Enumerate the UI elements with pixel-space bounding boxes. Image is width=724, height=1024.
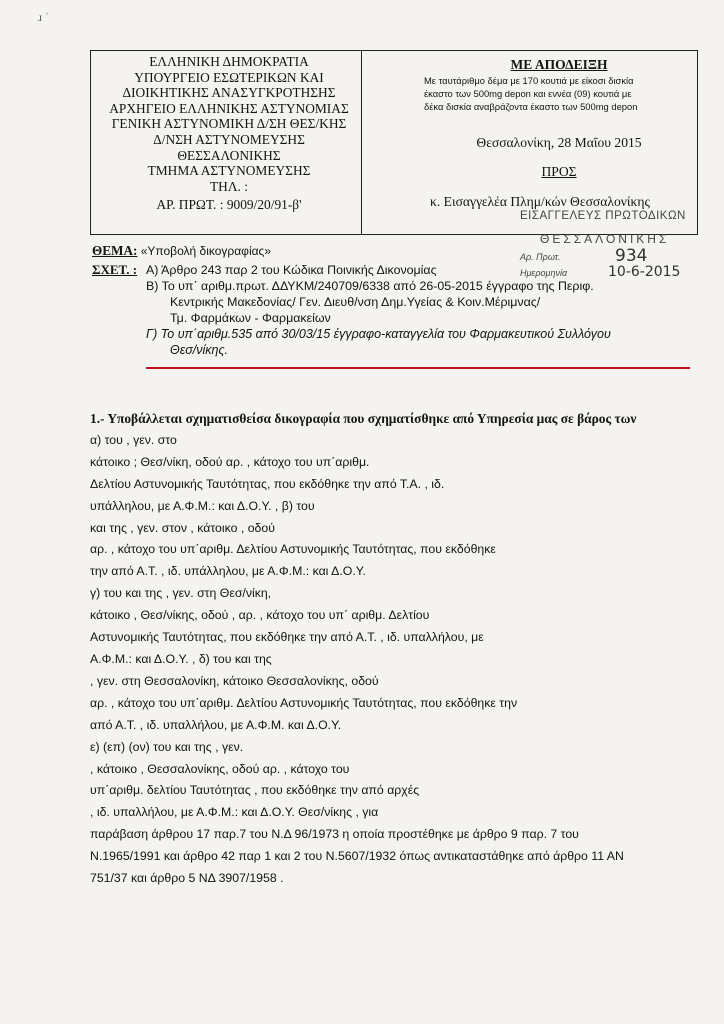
issuer-line: ΤΜΗΜΑ ΑΣΤΥΝΟΜΕΥΣΗΣ <box>147 163 311 179</box>
references-block <box>92 262 702 358</box>
body-line: από Α.Τ. , ιδ. υπαλλήλου, με Α.Φ.Μ. και Δ.Ο.Υ. <box>90 717 342 732</box>
stamp-date-value: 10-6-2015 <box>608 264 681 280</box>
issuer-line: ΤΗΛ. : <box>210 178 248 194</box>
city-date: Θεσσαλονίκη, 28 Μαΐου 2015 <box>476 135 642 150</box>
scan-mark: ɹ ˈ <box>38 10 49 24</box>
ack-description <box>424 74 694 113</box>
reference-g <box>92 326 702 358</box>
ack-title: ΜΕ ΑΠΟΔΕΙΞΗ <box>510 57 608 72</box>
stamp-prot-label: Αρ. Πρωτ. <box>520 252 561 262</box>
body-line: κάτοικο , Θεσ/νίκης, οδού , αρ. , κάτοχο του υπ΄ αριθμ. Δελτίου <box>90 608 430 623</box>
delivery-block <box>424 57 694 210</box>
reference-g-line: Γ) Το υπ΄αριθμ.535 από 30/03/15 έγγραφο-καταγγελία του Φαρμακευτικού Συλλόγου <box>146 327 611 341</box>
reference-a <box>92 262 702 278</box>
issuer-block <box>98 54 360 213</box>
ack-line: δέκα δισκία αναβράζοντα έκαστο των 500mg depon <box>424 101 638 112</box>
stamp-prot-value: 934 <box>615 246 648 266</box>
protocol-label: ΑΡ. ΠΡΩΤ. : <box>156 197 224 213</box>
main-body-text <box>90 408 665 890</box>
ack-line: έκαστο των 500mg depon και εννέα (09) κουτιά με <box>424 88 632 99</box>
body-line: α) του , γεν. στο <box>90 432 177 447</box>
red-underline <box>146 367 690 369</box>
issuer-line: ΓΕΝΙΚΗ ΑΣΤΥΝΟΜΙΚΗ Δ/ΣΗ ΘΕΣ/ΚΗΣ <box>111 116 347 132</box>
schet-label: ΣΧΕΤ. : <box>92 262 138 277</box>
pros-heading: ΠΡΟΣ <box>541 164 577 179</box>
body-line: ε) (επ) (ον) του και της , γεν. <box>90 739 244 754</box>
issuer-line: ΕΛΛΗΝΙΚΗ ΔΗΜΟΚΡΑΤΙΑ <box>149 54 309 69</box>
issuer-line: ΥΠΟΥΡΓΕΙΟ ΕΣΩΤΕΡΙΚΩΝ ΚΑΙ <box>134 69 324 85</box>
body-line: αρ. , κάτοχο του υπ΄αριθμ. Δελτίου Αστυνομικής Ταυτότητας, που εκδόθηκε <box>90 542 496 557</box>
body-line: , ιδ. υπαλλήλου, με Α.Φ.Μ.: και Δ.Ο.Υ. Θεσ/νίκης , για <box>90 805 379 820</box>
reference-g-line: Θεσ/νίκης. <box>170 343 228 357</box>
header-divider <box>361 51 362 234</box>
issuer-line: Δ/ΝΣΗ ΑΣΤΥΝΟΜΕΥΣΗΣ <box>153 131 305 147</box>
reference-b-line: Κεντρικής Μακεδονίας/ Γεν. Διευθ/νση Δημ.Υγείας & Κοιν.Μέριμνας/ <box>170 295 541 309</box>
reference-b-line: Β) Το υπ΄ αριθμ.πρωτ. ΔΔΥΚΜ/240709/6338 από 26-05-2015 έγγραφο της Περιφ. <box>146 279 594 293</box>
body-line: , κάτοικο , Θεσσαλονίκης, οδού αρ. , κάτοχο του <box>90 761 350 776</box>
stamp-date-label: Ημερομηνία <box>520 268 568 278</box>
body-line: Α.Φ.Μ.: και Δ.Ο.Υ. , δ) του και της <box>90 651 272 666</box>
stamp-line-2: ΘΕΣΣΑΛΟΝΙΚΗΣ <box>540 232 670 246</box>
reference-b-line: Τμ. Φαρμάκων - Φαρμακείων <box>170 311 331 325</box>
issuer-line: ΑΡΧΗΓΕΙΟ ΕΛΛΗΝΙΚΗΣ ΑΣΤΥΝΟΜΙΑΣ <box>109 100 349 116</box>
stamp-line-1: ΕΙΣΑΓΓΕΛΕΥΣ ΠΡΩΤΟΔΙΚΩΝ <box>520 210 686 222</box>
body-line: και της , γεν. στον , κάτοικο , οδού <box>90 520 275 535</box>
thema-label: ΘΕΜΑ: <box>92 243 138 258</box>
issuer-line: ΔΙΟΙΚΗΤΙΚΗΣ ΑΝΑΣΥΓΚΡΟΤΗΣΗΣ <box>122 85 336 101</box>
issuer-line: ΘΕΣΣΑΛΟΝΙΚΗΣ <box>177 147 281 163</box>
body-line: 751/37 και άρθρο 5 ΝΔ 3907/1958 . <box>90 871 284 886</box>
thema-text: «Υποβολή δικογραφίας» <box>140 244 272 258</box>
body-line: Ν.1965/1991 και άρθρο 42 παρ 1 και 2 του Ν.5607/1932 όπως αντικαταστάθηκε από άρθρο 11 ΑΝ <box>90 849 624 864</box>
body-line: υπ΄αριθμ. δελτίου Ταυτότητας , που εκδόθηκε την από αρχές <box>90 783 420 798</box>
body-line: αρ. , κάτοχο του υπ΄αριθμ. Δελτίου Αστυνομικής Ταυτότητας, που εκδόθηκε την <box>90 695 518 710</box>
body-line: 1.- Υποβάλλεται σχηματισθείσα δικογραφία που σχηματίσθηκε από Υπηρεσία μας σε βάρος των <box>90 411 637 426</box>
body-line: κάτοικο ; Θεσ/νίκη, οδού αρ. , κάτοχο του υπ΄αριθμ. <box>90 454 370 469</box>
body-line: την από Α.Τ. , ιδ. υπάλληλου, με Α.Φ.Μ.: και Δ.Ο.Υ. <box>90 564 366 579</box>
subject-line <box>92 242 271 260</box>
body-line: γ) του και της , γεν. στη Θεσ/νίκη, <box>90 586 272 601</box>
body-line: παράβαση άρθρου 17 παρ.7 του Ν.Δ 96/1973 η οποία προστέθηκε με άρθρο 9 παρ. 7 του <box>90 827 579 842</box>
body-line: υπάλληλου, με Α.Φ.Μ.: και Δ.Ο.Υ. , β) του <box>90 498 315 513</box>
body-line: , γεν. στη Θεσσαλονίκη, κάτοικο Θεσσαλονίκης, οδού <box>90 673 379 688</box>
ack-line: Με ταυτάριθμο δέμα με 170 κουτιά με είκοσι δισκία <box>424 75 634 86</box>
reference-b <box>92 278 702 326</box>
protocol-number <box>98 197 360 213</box>
body-line: Δελτίου Αστυνομικής Ταυτότητας, που εκδόθηκε την από Τ.Α. , ιδ. <box>90 476 445 491</box>
body-line: Αστυνομικής Ταυτότητας, που εκδόθηκε την από Α.Τ. , ιδ. υπαλλήλου, με <box>90 630 484 645</box>
protocol-value: 9009/20/91-β' <box>226 197 302 213</box>
recipient: κ. Εισαγγελέα Πλημ/κών Θεσσαλονίκης <box>430 194 650 209</box>
reference-a-text: Α) Άρθρο 243 παρ 2 του Κώδικα Ποινικής Δικονομίας <box>146 263 437 277</box>
